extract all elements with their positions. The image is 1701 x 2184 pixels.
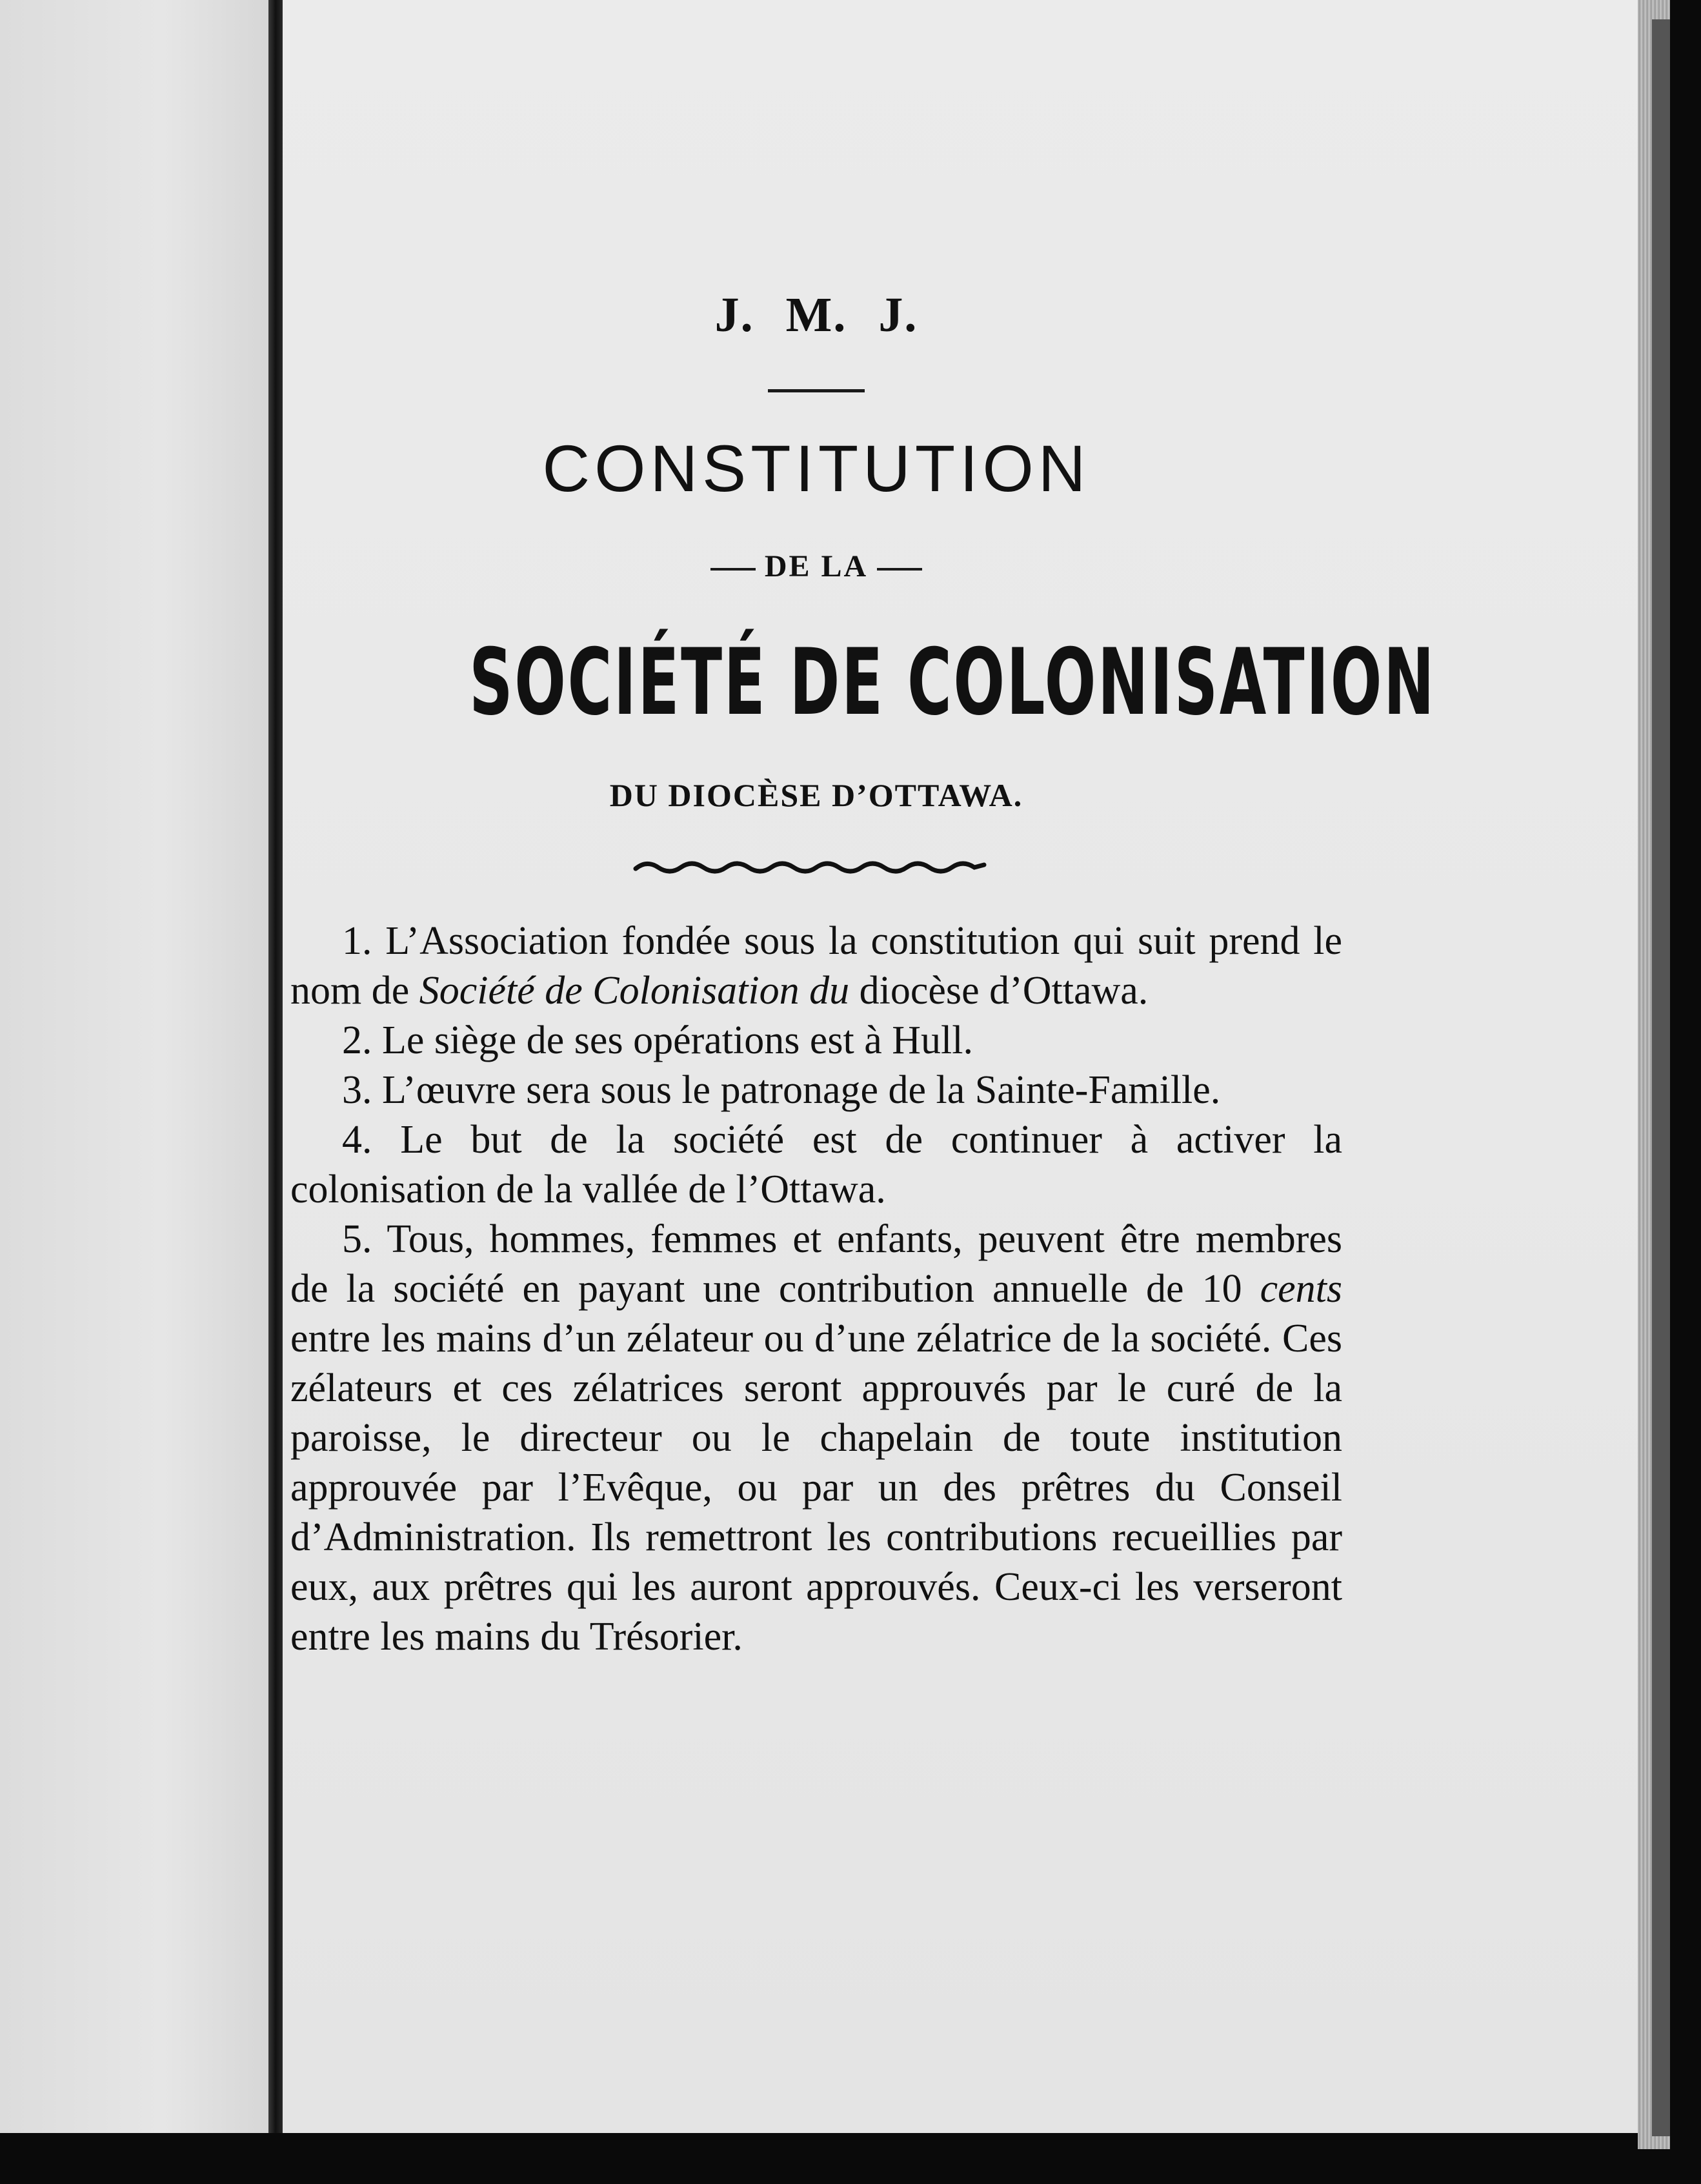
article-1: 1. L’Association fondée sous la constitution qui suit prend le nom de Société de Colonisation du diocèse d’Ottawa. bbox=[290, 919, 1342, 1013]
previous-page bbox=[0, 0, 271, 2133]
connector-dash-left bbox=[710, 568, 756, 571]
article-4: 4. Le but de la société est de continuer à activer la colonisation de la vallée de l’Ottawa. bbox=[290, 1118, 1342, 1211]
connector-dash-right bbox=[877, 568, 922, 571]
article-1-italic: Société de Colonisation du bbox=[419, 969, 850, 1013]
page-gutter bbox=[268, 0, 283, 2133]
page-edge-shadow bbox=[1652, 19, 1670, 2136]
page-content bbox=[290, 0, 1436, 2133]
article-3: 3. L’œuvre sera sous le patronage de la Sainte-Famille. bbox=[342, 1068, 1221, 1112]
society-name: SOCIÉTÉ DE COLONISATION bbox=[469, 629, 1436, 736]
monogram: J. M. J. bbox=[714, 288, 918, 342]
articles-body bbox=[290, 916, 1342, 1662]
title-connector bbox=[290, 549, 1342, 584]
article-5-italic: cents bbox=[1260, 1267, 1342, 1311]
connector-text: DE LA bbox=[764, 549, 869, 583]
wavy-ornament bbox=[632, 857, 987, 876]
title-rule bbox=[768, 389, 865, 392]
article-2: 2. Le siège de ses opérations est à Hull. bbox=[342, 1018, 973, 1062]
diocese-name: DU DIOCÈSE D’OTTAWA. bbox=[609, 777, 1023, 813]
document-title: CONSTITUTION bbox=[542, 432, 1091, 505]
article-5: 5. Tous, hommes, femmes et enfants, peuvent être membres de la société en payant une contribution annuelle de 10 cents entre les mains d’un zélateur ou d’une zélatrice de la société. Ces zélateurs et ces zélatrices seront approuvés par le curé de la paroisse, le directeur ou le chapelain de toute institution approuvée par l’Evêque, ou par un des prêtres du Conseil d’Administration. Ils remettront les contributions recueillies par eux, aux prêtres qui les auront approuvés. Ceux-ci les verseront entre les mains du Trésorier. bbox=[290, 1217, 1342, 1659]
